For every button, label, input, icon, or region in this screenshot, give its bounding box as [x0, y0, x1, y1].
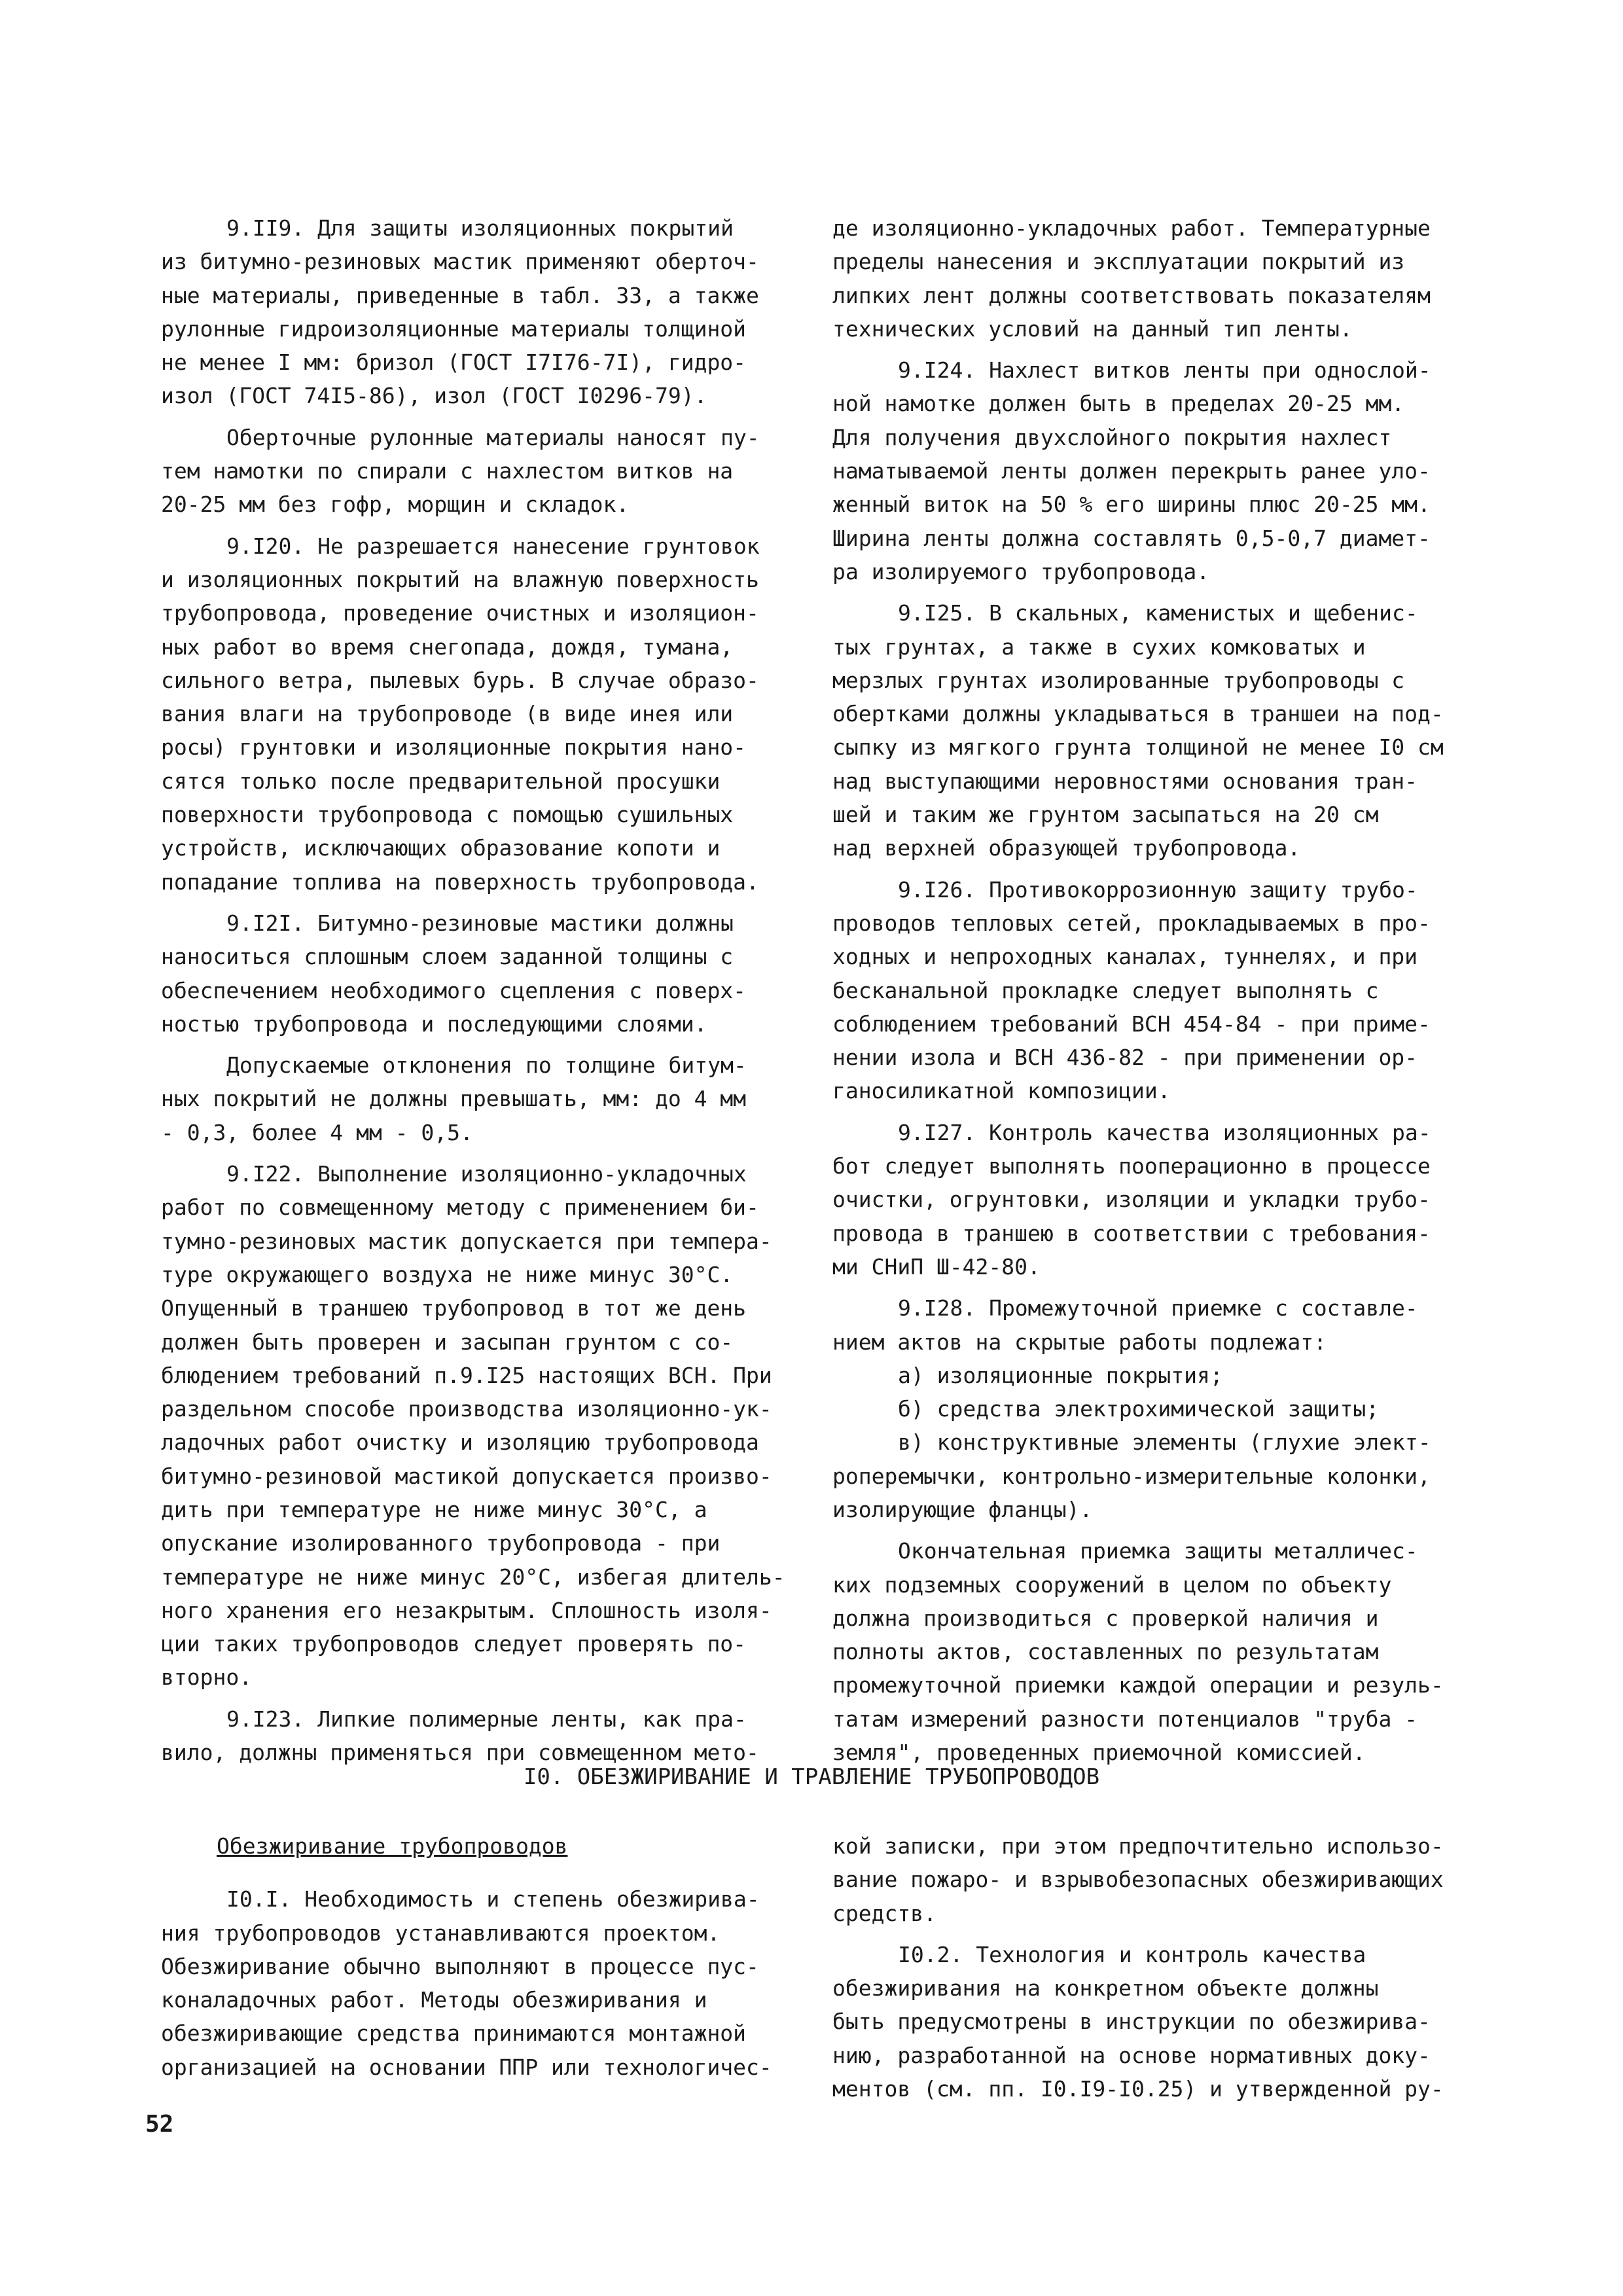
- text-line: кой записки, при этом предпочтительно использо-: [832, 1833, 1444, 1859]
- text-line: должен быть проверен и засыпан грунтом с со-: [161, 1329, 734, 1355]
- paragraph-gap: [161, 1695, 815, 1702]
- text-line: Окончательная приемка защиты металличес-: [898, 1538, 1418, 1564]
- text-line: раздельном способе производства изоляционно-ук-: [161, 1396, 772, 1422]
- text-line: ции таких трубопроводов следует проверять по-: [161, 1631, 747, 1657]
- text-line: Оберточные рулонные материалы наносят пу-: [226, 424, 760, 450]
- text-line: липких лент должны соответствовать показателям: [832, 282, 1431, 308]
- text-line: 9.I27. Контроль качества изоляционных ра-: [898, 1119, 1431, 1145]
- text-line: 9.I2I. Битумно-резиновые мастики должны: [226, 910, 734, 936]
- text-line: над выступающими неровностями основания тран-: [832, 768, 1418, 794]
- text-line: изолирующие фланцы).: [832, 1496, 1093, 1522]
- text-line: бесканальной прокладке следует выполнять с: [832, 977, 1379, 1003]
- text-line: устройств, исключающих образование копоти и: [161, 835, 721, 861]
- text-line: трубопровода, проведение очистных и изоляцион-: [161, 600, 759, 626]
- text-line: не менее I мм: бризол (ГОСТ I7I76-7I), гидро-: [161, 350, 747, 376]
- text-line: земля", проведенных приемочной комиссией.: [832, 1740, 1366, 1766]
- text-line: сыпку из мягкого грунта толщиной не менее I0 см: [832, 734, 1444, 761]
- text-line: вания влаги на трубопроводе (в виде инея или: [161, 701, 734, 727]
- right-column-top: [832, 211, 1487, 1769]
- text-line: соблюдением требований ВСН 454-84 - при приме-: [832, 1011, 1431, 1037]
- text-line: температуре не ниже минус 20°С, избегая длитель-: [161, 1564, 785, 1590]
- text-line: бот следует выполнять пооперационно в процессе: [832, 1153, 1431, 1179]
- text-line: вило, должны применяться при совмещенном мето-: [161, 1740, 759, 1766]
- paragraph-gap: [832, 1283, 1487, 1291]
- text-line: наматываемой ленты должен перекрыть ранее уло-: [832, 458, 1431, 484]
- text-line: 9.I24. Нахлест витков ленты при однослой-: [898, 357, 1431, 384]
- text-line: дить при температуре не ниже минус 30°С, а: [161, 1496, 707, 1522]
- text-line: вание пожаро- и взрывобезопасных обезжиривающих: [832, 1867, 1444, 1893]
- text-line: битумно-резиновой мастикой допускается произво-: [161, 1463, 772, 1489]
- text-line: ностью трубопровода и последующими слоями.: [161, 1011, 707, 1037]
- paragraph-gap: [832, 1930, 1487, 1938]
- text-line: 9.II9. Для защиты изоляционных покрытий: [226, 215, 734, 241]
- text-line: I0.I. Необходимость и степень обезжирива-: [226, 1886, 760, 1912]
- text-line: ных покрытий не должны превышать, мм: до 4 мм: [161, 1086, 747, 1112]
- page-number: 52: [145, 2111, 174, 2138]
- text-line: мерзлых грунтах изолированные трубопроводы с: [832, 667, 1405, 693]
- paragraph-gap: [161, 522, 815, 529]
- paragraph-gap: [832, 346, 1487, 353]
- text-line: вторно.: [161, 1664, 253, 1691]
- text-line: пределы нанесения и эксплуатации покрытий из: [832, 249, 1405, 275]
- text-line: сятся только после предварительной просушки: [161, 768, 721, 794]
- left-column-bottom-body: [161, 1882, 815, 2084]
- text-line: роперемычки, контрольно-измерительные колонки,: [832, 1463, 1431, 1489]
- text-line: ганосиликатной композиции.: [832, 1078, 1171, 1104]
- paragraph-gap: [832, 1526, 1487, 1534]
- text-line: средств.: [832, 1900, 936, 1926]
- text-line: 9.I26. Противокоррозионную защиту трубо-: [898, 876, 1418, 903]
- text-line: а) изоляционные покрытия;: [898, 1362, 1223, 1388]
- text-line: нении изола и ВСН 436-82 - при применении ор-: [832, 1045, 1418, 1071]
- text-line: ми СНиП Ш-42-80.: [832, 1253, 1041, 1280]
- text-line: блюдением требований п.9.I25 настоящих ВСН. При: [161, 1362, 772, 1388]
- text-line: 9.I20. Не разрешается нанесение грунтовок: [226, 533, 760, 559]
- text-line: тумно-резиновых мастик допускается при темпера-: [161, 1228, 772, 1254]
- text-line: Ширина ленты должна составлять 0,5-0,7 диамет-: [832, 525, 1431, 551]
- left-column-top: [161, 211, 815, 1769]
- paragraph-gap: [161, 899, 815, 906]
- text-line: ного хранения его незакрытым. Сплошность изоля-: [161, 1597, 772, 1623]
- text-line: женный виток на 50 % его ширины плюс 20-25 мм.: [832, 492, 1431, 518]
- text-line: обезжиривающие средства принимаются монтажной: [161, 2020, 747, 2047]
- section-heading: I0. ОБЕЗЖИРИВАНИЕ И ТРАВЛЕНИЕ ТРУБОПРОВОДОВ: [523, 1764, 1100, 1790]
- text-line: ходных и непроходных каналах, туннелях, и при: [832, 944, 1418, 970]
- text-line: ментов (см. пп. I0.I9-I0.25) и утвержденной ру-: [832, 2076, 1444, 2102]
- text-line: ных работ во время снегопада, дождя, тумана,: [161, 634, 734, 660]
- text-line: ких подземных сооружений в целом по объекту: [832, 1571, 1392, 1598]
- text-line: татам измерений разности потенциалов "труба -: [832, 1706, 1418, 1732]
- text-line: де изоляционно-укладочных работ. Температурные: [832, 215, 1431, 241]
- text-line: проводов тепловых сетей, прокладываемых в про-: [832, 910, 1431, 936]
- text-line: полноты актов, составленных по результатам: [832, 1639, 1379, 1665]
- text-line: обеспечением необходимого сцепления с поверх-: [161, 977, 747, 1003]
- text-line: 9.I23. Липкие полимерные ленты, как пра-: [226, 1706, 747, 1732]
- paragraph-gap: [832, 1108, 1487, 1116]
- text-line: нием актов на скрытые работы подлежат:: [832, 1329, 1327, 1355]
- text-line: организацией на основании ППР или технологичес-: [161, 2054, 772, 2080]
- text-line: сильного ветра, пылевых бурь. В случае образо-: [161, 667, 759, 693]
- text-line: 9.I25. В скальных, каменистых и щебенис-: [898, 600, 1418, 626]
- paragraph-gap: [832, 865, 1487, 873]
- text-line: тых грунтах, а также в сухих комковатых и: [832, 634, 1366, 660]
- text-line: ладочных работ очистку и изоляцию трубопровода: [161, 1429, 759, 1456]
- paragraph-gap: [161, 1041, 815, 1049]
- text-line: ния трубопроводов устанавливаются проектом.: [161, 1920, 721, 1946]
- text-line: 9.I28. Промежуточной приемке с составле-: [898, 1295, 1418, 1321]
- text-line: в) конструктивные элементы (глухие элект-: [898, 1429, 1431, 1456]
- right-column-bottom: [832, 1829, 1487, 2106]
- text-line: попадание топлива на поверхность трубопровода.: [161, 869, 759, 895]
- text-line: - 0,3, более 4 мм - 0,5.: [161, 1119, 473, 1145]
- paragraph-gap: [161, 413, 815, 421]
- text-line: над верхней образующей трубопровода.: [832, 835, 1301, 861]
- subheading: Обезжиривание трубопроводов: [217, 1833, 568, 1859]
- text-line: обезжиривания на конкретном объекте должны: [832, 1975, 1379, 2001]
- text-line: технических условий на данный тип ленты.: [832, 315, 1353, 342]
- text-line: рулонные гидроизоляционные материалы толщиной: [161, 315, 747, 342]
- text-line: I0.2. Технология и контроль качества: [898, 1941, 1366, 1967]
- text-line: Обезжиривание обычно выполняют в процессе пус-: [161, 1953, 759, 1979]
- text-line: быть предусмотрены в инструкции по обезжирива-: [832, 2009, 1431, 2035]
- text-line: Опущенный в траншею трубопровод в тот же день: [161, 1295, 747, 1321]
- text-line: 20-25 мм без гофр, морщин и складок.: [161, 492, 630, 518]
- text-line: 9.I22. Выполнение изоляционно-укладочных: [226, 1161, 747, 1187]
- text-line: опускание изолированного трубопровода - при: [161, 1530, 721, 1556]
- text-line: ные материалы, приведенные в табл. 33, а также: [161, 282, 759, 308]
- text-line: очистки, огрунтовки, изоляции и укладки трубо-: [832, 1187, 1431, 1213]
- text-line: тем намотки по спирали с нахлестом витков на: [161, 458, 734, 484]
- text-line: Допускаемые отклонения по толщине битум-: [226, 1052, 747, 1079]
- text-line: нию, разработанной на основе нормативных доку-: [832, 2042, 1431, 2068]
- text-line: росы) грунтовки и изоляционные покрытия нано-: [161, 734, 747, 761]
- text-line: ной намотке должен быть в пределах 20-25 мм.: [832, 391, 1405, 417]
- text-line: коналадочных работ. Методы обезжиривания и: [161, 1987, 707, 2013]
- text-line: наноситься сплошным слоем заданной толщины с: [161, 944, 734, 970]
- paragraph-gap: [161, 1149, 815, 1157]
- text-line: промежуточной приемки каждой операции и резуль-: [832, 1672, 1444, 1698]
- text-line: Для получения двухслойного покрытия нахлест: [832, 424, 1392, 450]
- text-line: шей и таким же грунтом засыпаться на 20 см: [832, 802, 1379, 828]
- left-column-bottom: [161, 1829, 815, 2084]
- text-line: из битумно-резиновых мастик применяют оберточ-: [161, 249, 759, 275]
- text-line: обертками должны укладываться в траншеи на под-: [832, 701, 1444, 727]
- text-line: работ по совмещенному методу с применением би-: [161, 1194, 759, 1221]
- text-line: туре окружающего воздуха не ниже минус 30°С.: [161, 1261, 734, 1287]
- text-line: б) средства электрохимической защиты;: [898, 1396, 1380, 1422]
- text-line: провода в траншею в соответствии с требования-: [832, 1220, 1431, 1246]
- text-line: поверхности трубопровода с помощью сушильных: [161, 802, 734, 828]
- paragraph-gap: [832, 588, 1487, 596]
- text-line: изол (ГОСТ 74I5-86), изол (ГОСТ I0296-79).: [161, 383, 707, 409]
- text-line: и изоляционных покрытий на влажную поверхность: [161, 566, 759, 592]
- text-line: ра изолируемого трубопровода.: [832, 558, 1210, 584]
- text-line: должна производиться с проверкой наличия и: [832, 1605, 1379, 1631]
